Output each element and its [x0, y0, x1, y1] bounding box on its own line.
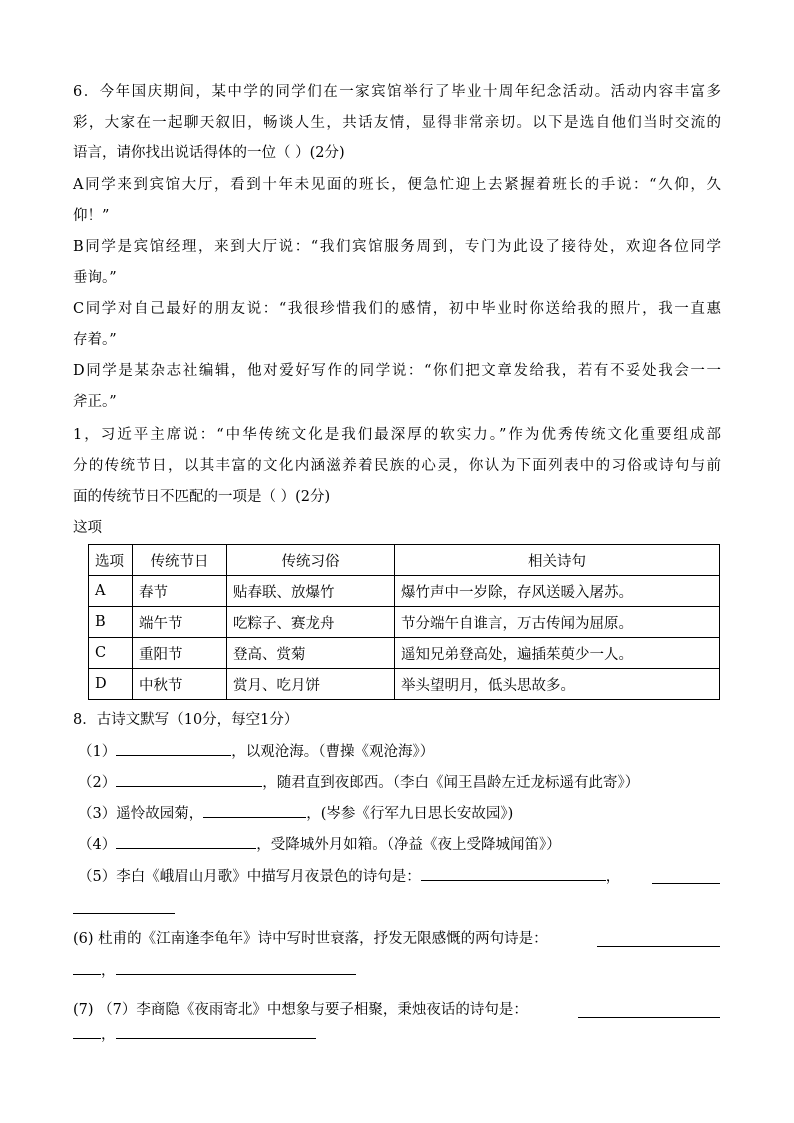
q8-item-6-comma: ，: [101, 963, 116, 979]
q8-heading: 8．古诗文默写（10分，每空1分）: [73, 712, 299, 728]
q6-option-d-line-2: 斧正。”: [73, 394, 117, 410]
q1-line-2: 分的传统节日，以其丰富的文化内涵滋养着民族的心灵，你认为下面列表中的习俗或诗句与前: [73, 458, 721, 474]
table-cell: C: [89, 638, 133, 669]
table-cell: B: [89, 607, 133, 638]
q6-option-c-line-1: C同学对自己最好的朋友说：“我很珍惜我们的感情，初中毕业时你送给我的照片，我一直惠: [73, 301, 721, 317]
q8-item-4: [78, 834, 561, 855]
table-header: 传统节日: [133, 545, 227, 576]
table-cell: A: [89, 576, 133, 607]
answer-blank[interactable]: [116, 834, 256, 849]
answer-blank[interactable]: [73, 960, 101, 975]
answer-blank[interactable]: [73, 1024, 101, 1039]
q6-line-3: 语言，请你找出说话得体的一位（ ）(2分): [73, 145, 345, 161]
q8-item-1-number: （1）: [78, 744, 117, 760]
q8-item-7: [73, 1000, 528, 1020]
table-cell: 吃粽子、赛龙舟: [227, 607, 395, 638]
q8-item-6-continued: [73, 960, 356, 981]
table-row: [89, 576, 720, 607]
q6-option-c-line-2: 存着。”: [73, 332, 117, 348]
q6-line-1: 6．今年国庆期间，某中学的同学们在一家宾馆举行了毕业十周年纪念活动。活动内容丰富多: [73, 84, 721, 100]
q8-item-7-text: (7) （7）李商隐《夜雨寄北》中想象与要子相聚，秉烛夜话的诗句是：: [73, 1002, 528, 1018]
q8-item-6: [73, 929, 548, 949]
q8-item-2-number: （2）: [78, 775, 117, 791]
answer-blank[interactable]: [116, 772, 262, 787]
q6-option-b-line-1: B同学是宾馆经理，来到大厅说：“我们宾馆服务周到，专门为此设了接待处，欢迎各位同学: [73, 239, 721, 255]
answer-blank[interactable]: [73, 913, 175, 914]
answer-blank[interactable]: [116, 741, 231, 756]
table-cell: 春节: [133, 576, 227, 607]
q8-item-2-text: ，随君直到夜郎西。（李白《闻王昌龄左迁龙标遥有此寄》）: [262, 775, 640, 791]
q8-item-4-text: ，受降城外月如箱。（净益《夜上受降城闻笛》）: [256, 837, 561, 853]
answer-blank[interactable]: [578, 1017, 720, 1018]
table-cell: 登高、赏菊: [227, 638, 395, 669]
q1-line-4: 这项: [73, 520, 102, 536]
table-cell: 端午节: [133, 607, 227, 638]
table-cell: 举头望明月，低头思故多。: [395, 669, 720, 700]
answer-blank[interactable]: [203, 803, 306, 818]
answer-blank[interactable]: [421, 866, 606, 881]
q1-line-1: 1，习近平主席说：“中华传统文化是我们最深厚的软实力。”作为优秀传统文化重要组成部: [73, 427, 721, 443]
table-row: [89, 669, 720, 700]
q8-item-3-text: （3）遥怜故园菊，: [78, 806, 204, 822]
q8-item-3: [78, 803, 513, 824]
q8-item-7-continued: [73, 1024, 316, 1045]
q8-item-4-number: （4）: [78, 837, 117, 853]
q8-item-5-comma: ，: [605, 869, 621, 885]
q8-item-5-text: （5）李白《峨眉山月歌》中描写月夜景色的诗句是：: [78, 869, 421, 885]
q6-option-d-line-1: D同学是某杂志社编辑，他对爱好写作的同学说：“你们把文章发给我，若有不妥处我会一一: [73, 363, 721, 379]
table-cell: D: [89, 669, 133, 700]
festival-table: [88, 544, 720, 700]
table-header-row: [89, 545, 720, 576]
q8-item-2: [78, 772, 639, 793]
q8-item-6-text: (6) 杜甫的《江南逢李龟年》诗中写时世衰落，抒发无限感慨的两句诗是：: [73, 931, 548, 947]
table-cell: 爆竹声中一岁除，存风送暖入屠苏。: [395, 576, 720, 607]
answer-blank[interactable]: [652, 883, 720, 884]
q6-line-2: 彩，大家在一起聊天叙旧，畅谈人生，共话友情，显得非常亲切。以下是选自他们当时交流的: [73, 115, 721, 131]
answer-blank[interactable]: [597, 946, 720, 947]
table-header: 选项: [89, 545, 133, 576]
answer-blank[interactable]: [116, 960, 356, 975]
q8-item-3-source: ，(岑参《行军九日思长安故园》): [306, 806, 514, 822]
table-cell: 贴春联、放爆竹: [227, 576, 395, 607]
table-row: [89, 607, 720, 638]
table-cell: 中秋节: [133, 669, 227, 700]
table-cell: 遥知兄弟登高处，遍插茱萸少一人。: [395, 638, 720, 669]
table-header: 相关诗句: [395, 545, 720, 576]
table-cell: 节分端午自谁言，万古传闻为屈原。: [395, 607, 720, 638]
q1-line-3: 面的传统节日不匹配的一项是（ ）(2分): [73, 489, 331, 505]
table-cell: 重阳节: [133, 638, 227, 669]
q6-option-a-line-2: 仰！”: [73, 208, 110, 224]
table-row: [89, 638, 720, 669]
q8-item-7-comma: ，: [101, 1027, 116, 1043]
answer-blank[interactable]: [116, 1024, 316, 1039]
q6-option-b-line-2: 垂询。”: [73, 270, 117, 286]
q8-item-5: [78, 866, 620, 887]
q8-item-1: [78, 741, 434, 762]
table-cell: 赏月、吃月饼: [227, 669, 395, 700]
q6-option-a-line-1: A同学来到宾馆大厅，看到十年未见面的班长，便急忙迎上去紧握着班长的手说：“久仰，久: [73, 177, 721, 193]
q8-item-1-text: ，以观沧海。（曹操《观沧海》）: [231, 744, 435, 760]
table-header: 传统习俗: [227, 545, 395, 576]
